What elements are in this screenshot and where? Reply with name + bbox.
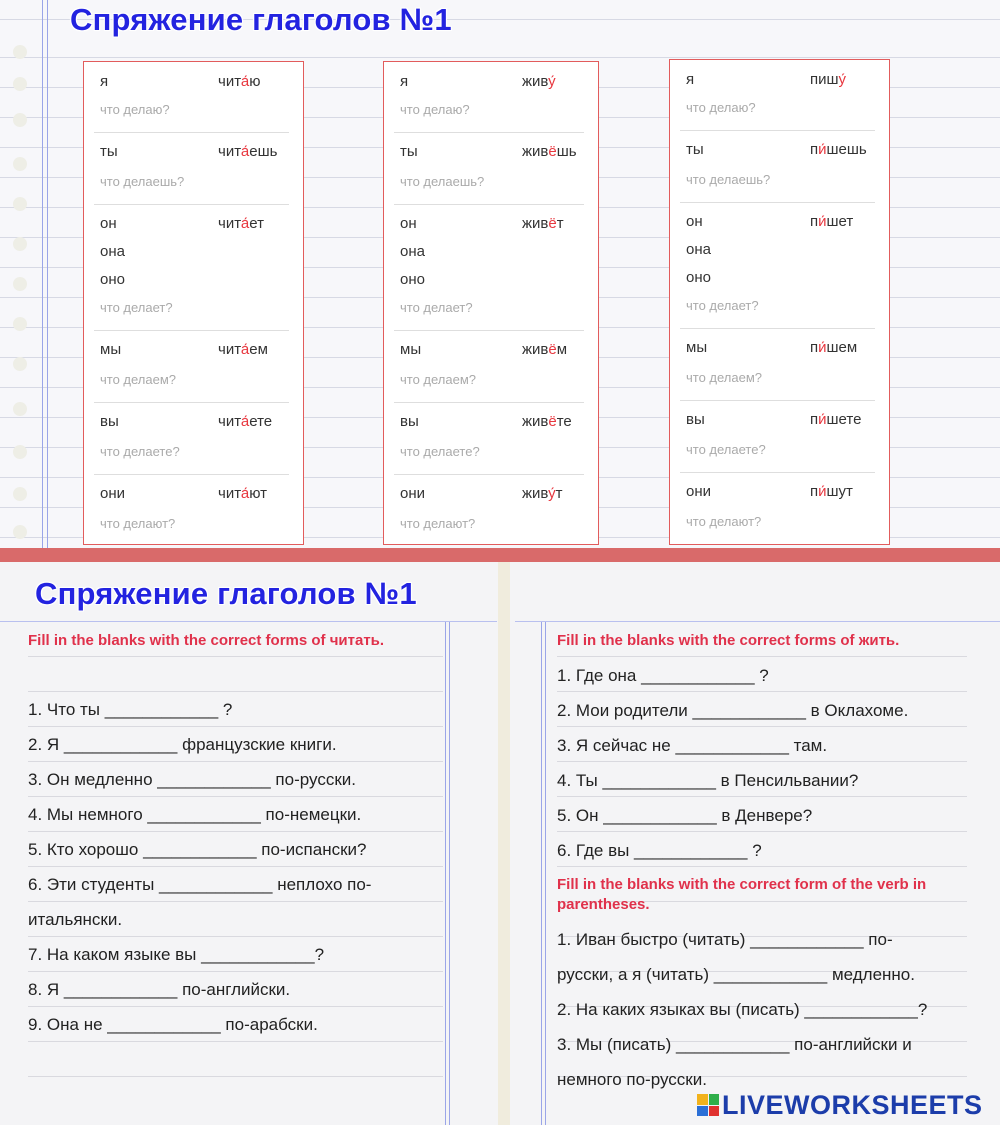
pronoun: он: [100, 215, 117, 232]
verb-form: [810, 483, 853, 500]
exercise-sentence: 1. Иван быстро (читать) ____________ по-: [557, 930, 893, 949]
ruled-line: [28, 761, 443, 762]
pronoun: вы: [100, 413, 119, 430]
liveworksheets-logo: [697, 1090, 983, 1120]
exercise-sentence: 1. Что ты ____________ ?: [28, 700, 233, 719]
verb-part: ем: [249, 341, 268, 358]
verb-form: [522, 215, 564, 232]
verb-form: [522, 341, 567, 358]
stressed-vowel: и́: [818, 141, 827, 158]
verb-part: шет: [826, 213, 854, 230]
conjugation-row: [94, 62, 289, 133]
verb-form: [810, 71, 846, 88]
binder-hole: [13, 45, 27, 59]
pronoun: я: [686, 71, 695, 88]
ruled-line: [28, 796, 443, 797]
verb-part: чит: [218, 215, 241, 232]
ruled-line: [28, 656, 443, 657]
question-hint: что делают?: [100, 516, 176, 531]
pronoun: он: [400, 215, 417, 232]
pronoun: мы: [686, 339, 708, 356]
conjugation-row: [394, 330, 584, 403]
ruled-line: [557, 831, 967, 832]
question-hint: что делают?: [400, 516, 476, 531]
stressed-vowel: а́: [240, 341, 250, 358]
binder-hole: [13, 237, 27, 251]
conjugation-row: [394, 62, 584, 133]
conjugation-row: [680, 472, 875, 544]
ruled-line: [557, 691, 967, 692]
stressed-vowel: и́: [818, 483, 827, 500]
verb-part: жив: [522, 413, 549, 430]
ruled-line: [28, 1041, 443, 1042]
stressed-vowel: а́: [240, 143, 250, 160]
exercise-sentence: 6. Эти студенты ____________ неплохо по-: [28, 875, 372, 894]
verb-part: жив: [522, 73, 549, 90]
exercise-sentence: 8. Я ____________ по-английски.: [28, 980, 291, 999]
exercise-sentence: 2. На каких языках вы (писать) ____________?: [557, 1000, 928, 1019]
conjugation-row: [394, 204, 584, 331]
verb-part: ешь: [249, 143, 278, 160]
stressed-vowel: и́: [818, 339, 827, 356]
verb-part: шь: [556, 143, 577, 160]
conjugation-card-zhit: [383, 61, 599, 545]
logo-icon: [697, 1094, 719, 1116]
margin-line: [445, 622, 446, 1125]
verb-part: шешь: [826, 141, 867, 158]
verb-form: [218, 485, 267, 502]
verb-part: жив: [522, 215, 549, 232]
stressed-vowel: ё: [548, 143, 557, 160]
pronoun: я: [400, 73, 409, 90]
stressed-vowel: и́: [818, 213, 827, 230]
question-hint: что делаем?: [686, 370, 763, 385]
pronoun: вы: [686, 411, 705, 428]
exercise-sentence: 5. Он ____________ в Денвере?: [557, 806, 813, 825]
binder-hole: [13, 277, 27, 291]
pronoun: они: [400, 485, 426, 502]
margin-line: [449, 622, 450, 1125]
question-hint: что делает?: [400, 300, 473, 315]
verb-part: ю: [249, 73, 261, 90]
ruled-line: [28, 866, 443, 867]
verb-part: п: [810, 339, 819, 356]
stressed-vowel: у́: [838, 71, 847, 88]
pronoun: оно: [400, 271, 425, 288]
header-rule: [515, 621, 1000, 622]
question-hint: что делаем?: [400, 372, 477, 387]
ruled-line: [557, 726, 967, 727]
exercise-sentence: 3. Он медленно ____________ по-русски.: [28, 770, 356, 789]
left-instruction: Fill in the blanks with the correct forms of читать.: [28, 632, 385, 649]
verb-part: чит: [218, 143, 241, 160]
verb-form: [218, 413, 272, 430]
verb-form: [218, 215, 264, 232]
binder-hole: [13, 357, 27, 371]
verb-part: т: [556, 215, 564, 232]
pronoun: она: [686, 241, 711, 258]
exercise-sentence: 3. Я сейчас не ____________ там.: [557, 736, 828, 755]
conjugation-row: [680, 130, 875, 203]
pronoun: он: [686, 213, 703, 230]
verb-part: ют: [249, 485, 268, 502]
pronoun: я: [100, 73, 109, 90]
verb-form: [522, 485, 562, 502]
verb-form: [218, 143, 277, 160]
conjugation-row: [394, 132, 584, 205]
question-hint: что делаю?: [686, 100, 756, 115]
ruled-line: [28, 1076, 443, 1077]
stressed-vowel: ё: [548, 215, 557, 232]
question-hint: что делаю?: [400, 102, 470, 117]
pronoun: оно: [686, 269, 711, 286]
verb-part: т: [555, 485, 563, 502]
binder-hole: [13, 197, 27, 211]
binder-hole: [13, 157, 27, 171]
ruled-line: [557, 866, 967, 867]
verb-part: чит: [218, 73, 241, 90]
right-instruction-2: Fill in the blanks with the correct form of the verb in parentheses.: [557, 876, 927, 913]
verb-form: [810, 141, 867, 158]
verb-part: чит: [218, 413, 241, 430]
stressed-vowel: а́: [240, 215, 250, 232]
conjugation-row: [94, 132, 289, 205]
question-hint: что делаем?: [100, 372, 177, 387]
conjugation-row: [94, 204, 289, 331]
stressed-vowel: и́: [818, 411, 827, 428]
conjugation-row: [680, 328, 875, 401]
binder-hole: [13, 445, 27, 459]
conjugation-card-chitat: [83, 61, 304, 545]
verb-part: шем: [826, 339, 858, 356]
verb-part: ет: [249, 215, 264, 232]
conjugation-card-pisat: [669, 59, 890, 545]
verb-part: шете: [826, 411, 862, 428]
exercise-sentence: немного по-русски.: [557, 1070, 707, 1089]
binder-hole: [13, 113, 27, 127]
margin-line: [545, 622, 546, 1125]
binder-hole: [13, 487, 27, 501]
stressed-vowel: у́: [548, 485, 556, 502]
pronoun: ты: [100, 143, 118, 160]
verb-form: [810, 213, 853, 230]
exercise-sentence: 1. Где она ____________ ?: [557, 666, 769, 685]
stressed-vowel: а́: [240, 73, 250, 90]
binder-hole: [13, 317, 27, 331]
pronoun: ты: [686, 141, 704, 158]
page-title-top: Спряжение глаголов №1: [70, 2, 452, 37]
stressed-vowel: а́: [240, 413, 250, 430]
verb-part: чит: [218, 485, 241, 502]
exercise-sentence: 7. На каком языке вы ____________?: [28, 945, 325, 964]
verb-form: [810, 339, 857, 356]
conjugation-row: [94, 474, 289, 546]
verb-part: п: [810, 213, 819, 230]
stressed-vowel: ё: [548, 341, 557, 358]
conjugation-row: [394, 474, 584, 546]
ruled-line: [28, 901, 443, 902]
verb-form: [522, 413, 572, 430]
pronoun: оно: [100, 271, 125, 288]
stressed-vowel: у́: [548, 73, 556, 90]
ruled-line: [28, 1006, 443, 1007]
ruled-line: [28, 726, 443, 727]
verb-part: жив: [522, 143, 549, 160]
pronoun: они: [686, 483, 712, 500]
verb-form: [522, 143, 577, 160]
exercise-sentence: 2. Мои родители ____________ в Оклахоме.: [557, 701, 909, 720]
verb-part: шут: [826, 483, 853, 500]
conjugation-row: [680, 60, 875, 131]
question-hint: что делаю?: [100, 102, 170, 117]
question-hint: что делаете?: [686, 442, 766, 457]
question-hint: что делаете?: [100, 444, 180, 459]
exercise-sentence: 4. Мы немного ____________ по-немецки.: [28, 805, 362, 824]
section-divider: [0, 548, 1000, 562]
question-hint: что делаете?: [400, 444, 480, 459]
binder-hole: [13, 402, 27, 416]
exercise-sentence: 6. Где вы ____________ ?: [557, 841, 762, 860]
page-title-bottom: Спряжение глаголов №1: [35, 576, 417, 611]
pronoun: мы: [100, 341, 122, 358]
conjugation-row: [680, 400, 875, 473]
pronoun: они: [100, 485, 126, 502]
margin-line: [42, 0, 43, 548]
question-hint: что делаешь?: [100, 174, 185, 189]
header-rule: [0, 621, 497, 622]
verb-form: [810, 411, 861, 428]
exercise-sentence: 5. Кто хорошо ____________ по-испански?: [28, 840, 367, 859]
conjugation-row: [94, 330, 289, 403]
exercise-sentence: 3. Мы (писать) ____________ по-английски и: [557, 1035, 912, 1054]
panel-gap: [498, 562, 510, 1125]
exercise-sentence: итальянски.: [28, 910, 123, 929]
verb-part: пиш: [810, 71, 839, 88]
verb-part: ете: [249, 413, 273, 430]
verb-part: жив: [522, 485, 549, 502]
exercise-sentence: 9. Она не ____________ по-арабски.: [28, 1015, 318, 1034]
pronoun: вы: [400, 413, 419, 430]
pronoun: мы: [400, 341, 422, 358]
conjugation-row: [680, 202, 875, 329]
binder-hole: [13, 77, 27, 91]
verb-form: [522, 73, 556, 90]
question-hint: что делает?: [686, 298, 759, 313]
exercise-sentence: 4. Ты ____________ в Пенсильвании?: [557, 771, 859, 790]
question-hint: что делает?: [100, 300, 173, 315]
verb-form: [218, 73, 261, 90]
ruled-line: [28, 936, 443, 937]
right-instruction: Fill in the blanks with the correct forms of жить.: [557, 632, 900, 649]
exercise-sentence: русски, а я (читать) ____________ медленно.: [557, 965, 915, 984]
question-hint: что делаешь?: [400, 174, 485, 189]
stressed-vowel: ё: [548, 413, 557, 430]
verb-part: п: [810, 411, 819, 428]
ruled-line: [557, 796, 967, 797]
ruled-line: [28, 971, 443, 972]
verb-part: жив: [522, 341, 549, 358]
ruled-line: [557, 656, 967, 657]
pronoun: она: [400, 243, 425, 260]
verb-part: чит: [218, 341, 241, 358]
verb-part: п: [810, 141, 819, 158]
ruled-line: [28, 831, 443, 832]
verb-part: п: [810, 483, 819, 500]
stressed-vowel: а́: [240, 485, 250, 502]
verb-form: [218, 341, 268, 358]
question-hint: что делаешь?: [686, 172, 771, 187]
pronoun: ты: [400, 143, 418, 160]
verb-part: те: [556, 413, 572, 430]
verb-part: м: [556, 341, 568, 358]
conjugation-row: [94, 402, 289, 475]
binder-hole: [13, 525, 27, 539]
pronoun: она: [100, 243, 125, 260]
question-hint: что делают?: [686, 514, 762, 529]
margin-line: [541, 622, 542, 1125]
margin-line: [47, 0, 48, 548]
logo-text: LIVEWORKSHEETS: [722, 1089, 983, 1120]
conjugation-row: [394, 402, 584, 475]
ruled-line: [557, 761, 967, 762]
exercise-sentence: 2. Я ____________ французские книги.: [28, 735, 337, 754]
ruled-line: [28, 691, 443, 692]
